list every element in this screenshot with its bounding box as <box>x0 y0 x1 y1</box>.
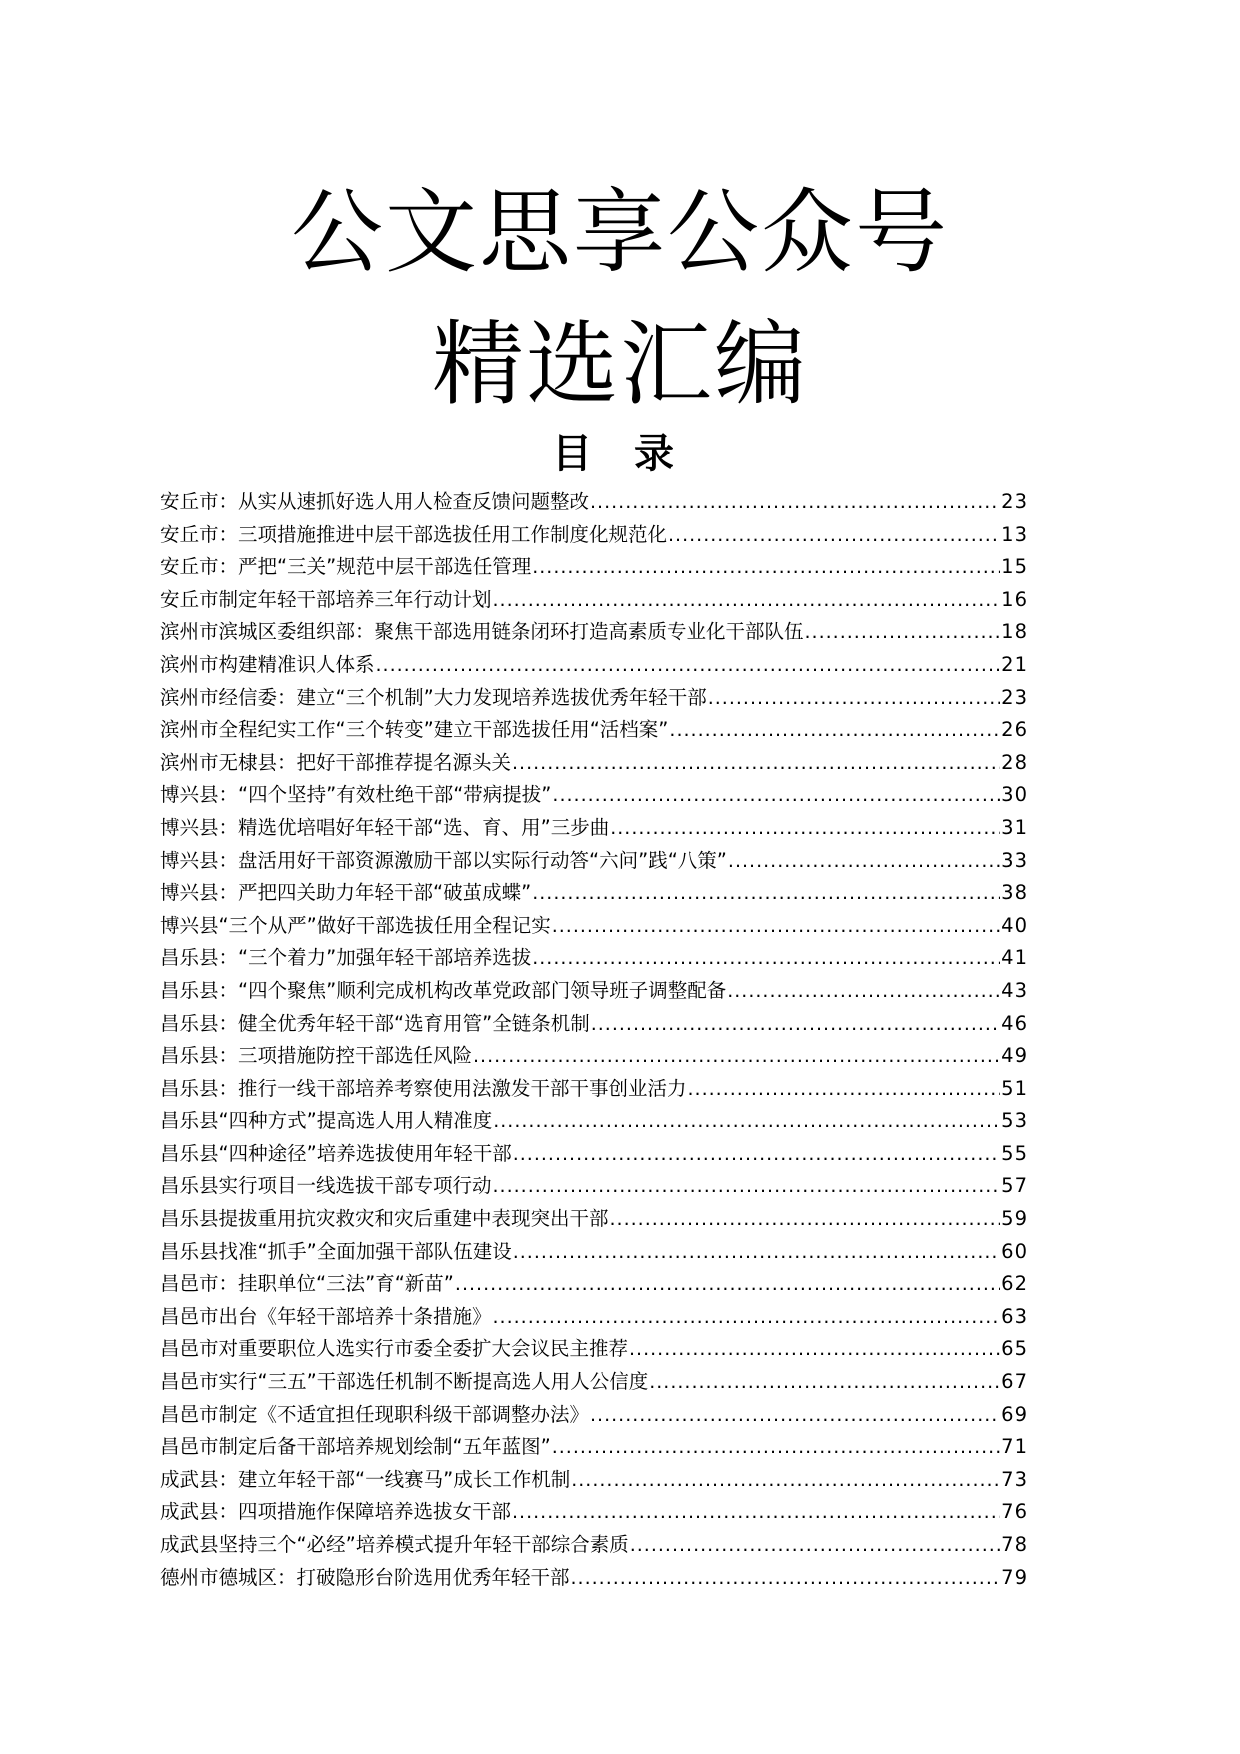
toc-entry-title: 滨州市全程纪实工作“三个转变”建立干部选拔任用“活档案” <box>160 718 669 742</box>
toc-dot-leader <box>512 1496 1000 1529</box>
toc-dot-leader <box>513 1138 1000 1171</box>
toc-entry-title: 德州市德城区：打破隐形台阶选用优秀年轻干部 <box>160 1565 570 1589</box>
toc-entry-page-number: 28 <box>1001 750 1028 774</box>
toc-entry-page-number: 57 <box>1001 1174 1028 1198</box>
toc-dot-leader <box>708 682 1000 715</box>
toc-dot-leader <box>552 779 1000 812</box>
toc-dot-leader <box>552 1431 1000 1464</box>
toc-entry-page-number: 53 <box>1001 1109 1028 1133</box>
toc-entry[interactable] <box>160 910 1028 943</box>
toc-entry-title: 昌乐县：三项措施防控干部选任风险 <box>160 1044 473 1068</box>
toc-entry[interactable] <box>160 649 1028 682</box>
toc-entry[interactable] <box>160 1431 1028 1464</box>
toc-entry[interactable] <box>160 1366 1028 1399</box>
toc-entry-page-number: 46 <box>1001 1011 1028 1035</box>
toc-entry-page-number: 59 <box>1001 1207 1028 1231</box>
toc-entry-page-number: 62 <box>1001 1272 1028 1296</box>
toc-entry-page-number: 79 <box>1001 1565 1028 1589</box>
toc-entry-title: 昌乐县：推行一线干部培养考察使用法激发干部干事创业活力 <box>160 1076 687 1100</box>
toc-entry[interactable] <box>160 714 1028 747</box>
toc-entry[interactable] <box>160 942 1028 975</box>
toc-entry-title: 成武县：建立年轻干部“一线赛马”成长工作机制 <box>160 1467 571 1491</box>
toc-entry-title: 滨州市构建精准识人体系 <box>160 652 375 676</box>
toc-entry[interactable] <box>160 1333 1028 1366</box>
toc-entry-title: 昌乐县：健全优秀年轻干部“选育用管”全链条机制 <box>160 1011 590 1035</box>
toc-dot-leader <box>532 942 1000 975</box>
toc-entry-title: 昌邑市制定《不适宜担任现职科级干部调整办法》 <box>160 1402 590 1426</box>
toc-entry-page-number: 21 <box>1001 652 1028 676</box>
toc-entry-title: 博兴县：盘活用好干部资源激励干部以实际行动答“六问”践“八策” <box>160 848 727 872</box>
toc-entry-title: 安丘市：三项措施推进中层干部选拔任用工作制度化规范化 <box>160 522 668 546</box>
toc-entry-page-number: 55 <box>1001 1141 1028 1165</box>
toc-entry[interactable] <box>160 1138 1028 1171</box>
toc-entry-page-number: 65 <box>1001 1337 1028 1361</box>
toc-entry-page-number: 63 <box>1001 1304 1028 1328</box>
toc-entry[interactable] <box>160 1562 1028 1595</box>
toc-entry[interactable] <box>160 747 1028 780</box>
toc-entry-title: 成武县：四项措施作保障培养选拔女干部 <box>160 1500 512 1524</box>
toc-entry-title: 滨州市滨城区委组织部：聚焦干部选用链条闭环打造高素质专业化干部队伍 <box>160 620 804 644</box>
toc-dot-leader <box>590 486 1000 519</box>
toc-dot-leader <box>512 747 1000 780</box>
toc-dot-leader <box>590 1399 1000 1432</box>
toc-dot-leader <box>727 975 1000 1008</box>
toc-entry-page-number: 67 <box>1001 1370 1028 1394</box>
toc-entry[interactable] <box>160 1268 1028 1301</box>
document-title-line-1: 公文思享公众号 <box>290 179 949 286</box>
toc-entry-title: 昌乐县：“四个聚焦”顺利完成机构改革党政部门领导班子调整配备 <box>160 978 727 1002</box>
toc-entry[interactable] <box>160 812 1028 845</box>
toc-dot-leader <box>805 616 1001 649</box>
toc-entry-title: 昌乐县找准“抓手”全面加强干部队伍建设 <box>160 1239 512 1263</box>
toc-entry-title: 昌邑市对重要职位人选实行市委全委扩大会议民主推荐 <box>160 1337 629 1361</box>
toc-dot-leader <box>493 1105 1000 1138</box>
toc-entry[interactable] <box>160 682 1028 715</box>
toc-entry[interactable] <box>160 1170 1028 1203</box>
toc-dot-leader <box>571 1562 1001 1595</box>
toc-entry-title: 滨州市无棣县：把好干部推荐提名源头关 <box>160 750 512 774</box>
toc-entry[interactable] <box>160 551 1028 584</box>
toc-dot-leader <box>473 1040 1000 1073</box>
toc-entry-page-number: 43 <box>1001 978 1028 1002</box>
toc-dot-leader <box>649 1366 1000 1399</box>
toc-entry[interactable] <box>160 1399 1028 1432</box>
toc-entry[interactable] <box>160 584 1028 617</box>
toc-dot-leader <box>493 584 1001 617</box>
toc-entry-title: 博兴县：精选优培唱好年轻干部“选、育、用”三步曲 <box>160 815 610 839</box>
toc-entry-page-number: 51 <box>1001 1076 1028 1100</box>
toc-entry-page-number: 49 <box>1001 1044 1028 1068</box>
toc-dot-leader <box>513 1236 1000 1269</box>
toc-entry-title: 昌邑市实行“三五”干部选任机制不断提高选人用人公信度 <box>160 1370 649 1394</box>
toc-dot-leader <box>591 1008 1000 1041</box>
toc-entry-page-number: 60 <box>1001 1239 1028 1263</box>
toc-dot-leader <box>669 714 1000 747</box>
toc-entry[interactable] <box>160 975 1028 1008</box>
toc-entry[interactable] <box>160 1105 1028 1138</box>
toc-entry[interactable] <box>160 1008 1028 1041</box>
toc-entry-page-number: 13 <box>1001 522 1028 546</box>
toc-entry-title: 博兴县“三个从严”做好干部选拔任用全程记实 <box>160 913 551 937</box>
toc-entry[interactable] <box>160 1040 1028 1073</box>
toc-dot-leader <box>532 877 1000 910</box>
toc-entry-title: 安丘市：从实从速抓好选人用人检查反馈问题整改 <box>160 490 590 513</box>
toc-entry-title: 昌乐县：“三个着力”加强年轻干部培养选拔 <box>160 946 532 970</box>
toc-entry-page-number: 33 <box>1001 848 1028 872</box>
toc-dot-leader <box>610 812 1000 845</box>
table-of-contents <box>160 486 1028 1594</box>
toc-dot-leader <box>688 1073 1001 1106</box>
toc-entry[interactable] <box>160 1203 1028 1236</box>
toc-dot-leader <box>728 845 1000 878</box>
toc-entry[interactable] <box>160 1496 1028 1529</box>
toc-entry[interactable] <box>160 1073 1028 1106</box>
document-title-line-2: 精选汇编 <box>431 311 808 418</box>
toc-entry-page-number: 23 <box>1001 490 1028 513</box>
toc-entry-page-number: 31 <box>1001 815 1028 839</box>
toc-entry-title: 昌邑市出台《年轻干部培养十条措施》 <box>160 1304 492 1328</box>
toc-entry-title: 滨州市经信委：建立“三个机制”大力发现培养选拔优秀年轻干部 <box>160 685 707 709</box>
toc-entry-page-number: 15 <box>1001 555 1028 579</box>
toc-entry[interactable] <box>160 1301 1028 1334</box>
toc-dot-leader <box>493 1170 1001 1203</box>
toc-entry-page-number: 76 <box>1001 1500 1028 1524</box>
toc-heading: 目 录 <box>552 431 688 477</box>
toc-dot-leader <box>571 1464 1000 1497</box>
toc-entry-title: 博兴县：“四个坚持”有效杜绝干部“带病提拔” <box>160 783 552 807</box>
toc-dot-leader <box>455 1268 1000 1301</box>
toc-entry-page-number: 30 <box>1001 783 1028 807</box>
toc-entry[interactable] <box>160 779 1028 812</box>
toc-entry-page-number: 71 <box>1001 1435 1028 1459</box>
toc-entry-page-number: 23 <box>1001 685 1028 709</box>
toc-entry[interactable] <box>160 845 1028 878</box>
toc-entry[interactable] <box>160 877 1028 910</box>
toc-entry-title: 成武县坚持三个“必经”培养模式提升年轻干部综合素质 <box>160 1533 629 1556</box>
toc-entry[interactable] <box>160 519 1028 552</box>
toc-entry[interactable] <box>160 1529 1028 1562</box>
toc-entry-title: 昌邑市制定后备干部培养规划绘制“五年蓝图” <box>160 1435 551 1459</box>
toc-entry-title: 昌乐县“四种方式”提高选人用人精准度 <box>160 1109 493 1133</box>
toc-entry-title: 昌乐县提拔重用抗灾救灾和灾后重建中表现突出干部 <box>160 1207 609 1231</box>
toc-entry-page-number: 78 <box>1001 1533 1028 1556</box>
toc-entry[interactable] <box>160 1464 1028 1497</box>
toc-entry-title: 昌乐县“四种途径”培养选拔使用年轻干部 <box>160 1141 512 1165</box>
toc-entry-title: 博兴县：严把四关助力年轻干部“破茧成蝶” <box>160 881 532 905</box>
toc-entry-page-number: 38 <box>1001 881 1028 905</box>
toc-entry-page-number: 16 <box>1001 587 1028 611</box>
toc-entry-title: 安丘市制定年轻干部培养三年行动计划 <box>160 587 492 611</box>
toc-entry-page-number: 69 <box>1001 1402 1028 1426</box>
toc-entry-page-number: 26 <box>1001 718 1028 742</box>
toc-entry[interactable] <box>160 616 1028 649</box>
toc-entry-title: 昌乐县实行项目一线选拔干部专项行动 <box>160 1174 492 1198</box>
toc-entry[interactable] <box>160 1236 1028 1269</box>
toc-dot-leader <box>493 1301 1001 1334</box>
toc-dot-leader <box>668 519 1000 552</box>
toc-entry-page-number: 73 <box>1001 1467 1028 1491</box>
toc-dot-leader <box>610 1203 1001 1236</box>
toc-entry[interactable] <box>160 486 1028 519</box>
toc-entry-page-number: 18 <box>1001 620 1028 644</box>
toc-entry-page-number: 40 <box>1001 913 1028 937</box>
toc-entry-title: 昌邑市：挂职单位“三法”育“新苗” <box>160 1272 454 1296</box>
toc-dot-leader <box>629 1333 1000 1366</box>
toc-dot-leader <box>376 649 1001 682</box>
toc-entry-page-number: 41 <box>1001 946 1028 970</box>
toc-dot-leader <box>630 1529 1000 1562</box>
toc-dot-leader <box>552 910 1000 943</box>
toc-dot-leader <box>532 551 1000 584</box>
toc-entry-title: 安丘市：严把“三关”规范中层干部选任管理 <box>160 555 532 579</box>
